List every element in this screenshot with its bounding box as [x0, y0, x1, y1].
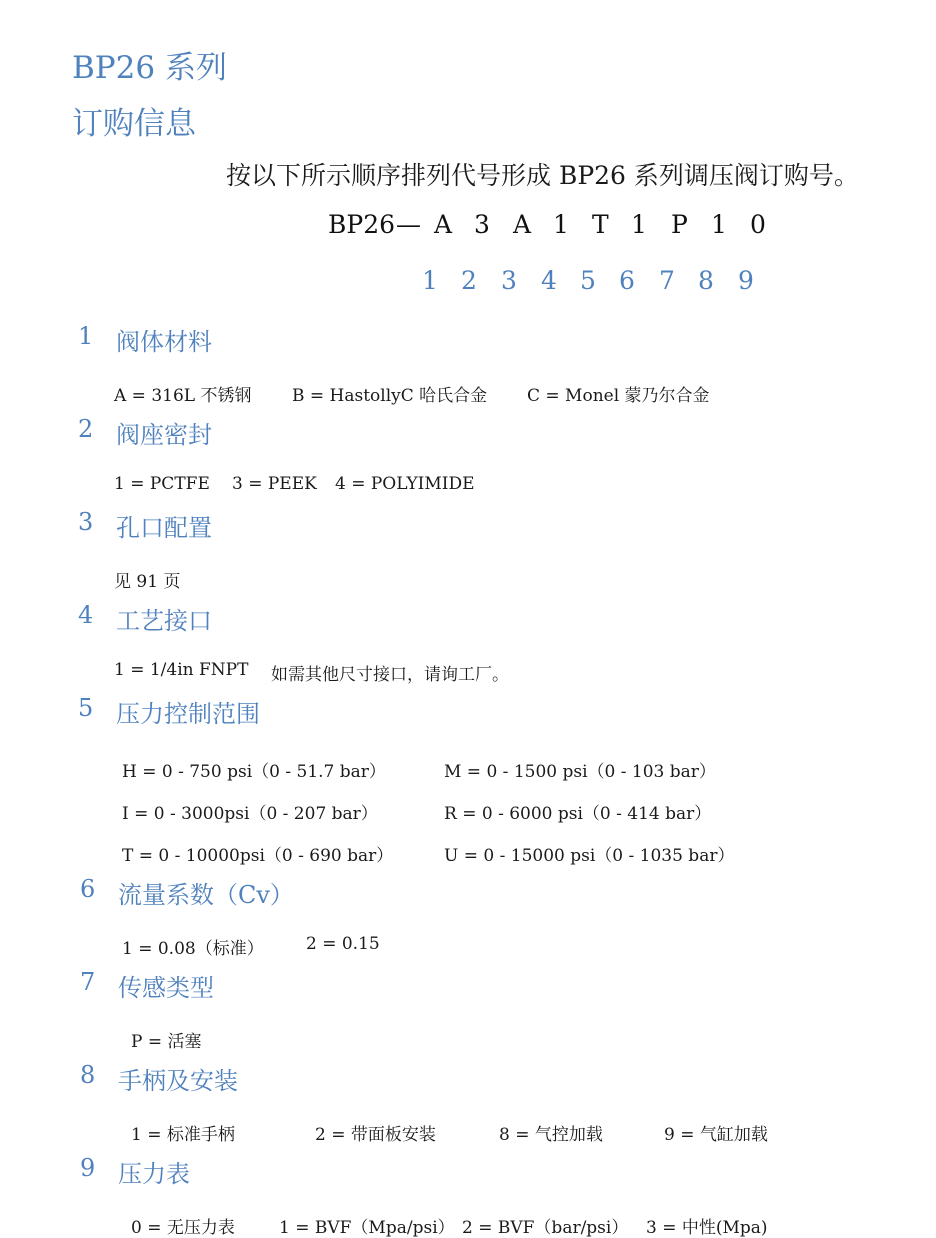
option-text: 3 = 中性(Mpa) — [646, 1218, 768, 1238]
section-title: 工艺接口 — [116, 607, 212, 635]
section-number: 2 — [78, 415, 94, 443]
code-letter-7: P — [671, 210, 688, 239]
option-text: C = Monel 蒙乃尔合金 — [527, 386, 710, 406]
section-number: 9 — [80, 1154, 96, 1182]
section-title: 阀体材料 — [116, 328, 212, 356]
option-text: 1 = 1/4in FNPT — [114, 660, 249, 680]
option-text: 1 = BVF（Mpa/psi） — [279, 1218, 455, 1238]
option-text: 2 = 带面板安装 — [315, 1125, 436, 1145]
order-info-heading: 订购信息 — [72, 106, 196, 142]
code-letter-6: 1 — [631, 210, 647, 239]
option-text: R = 0 - 6000 psi（0 - 414 bar） — [444, 804, 712, 824]
option-text: B = HastollyC 哈氏合金 — [292, 386, 488, 406]
option-text: 1 = PCTFE — [114, 474, 210, 494]
code-letter-2: 3 — [474, 210, 490, 239]
series-heading: BP26 系列 — [72, 50, 227, 86]
code-letter-5: T — [592, 210, 609, 239]
option-text: 9 = 气缸加载 — [664, 1125, 768, 1145]
code-letter-9: 0 — [750, 210, 766, 239]
option-text: M = 0 - 1500 psi（0 - 103 bar） — [444, 762, 716, 782]
option-text: 2 = BVF（bar/psi） — [462, 1218, 629, 1238]
option-text: 0 = 无压力表 — [131, 1218, 235, 1238]
section-number: 1 — [78, 322, 94, 350]
section-title: 流量系数（Cv） — [118, 881, 294, 909]
section-number: 4 — [78, 601, 94, 629]
position-number-6: 6 — [619, 266, 635, 295]
section-title: 压力控制范围 — [116, 700, 260, 728]
section-number: 7 — [80, 968, 96, 996]
option-text: P = 活塞 — [131, 1032, 202, 1052]
code-letter-4: 1 — [553, 210, 569, 239]
section-title: 孔口配置 — [116, 514, 212, 542]
section-title: 压力表 — [118, 1160, 190, 1188]
option-text: H = 0 - 750 psi（0 - 51.7 bar） — [122, 762, 386, 782]
section-number: 8 — [80, 1061, 96, 1089]
option-text: 1 = 标准手柄 — [131, 1125, 235, 1145]
option-text: 2 = 0.15 — [306, 934, 380, 954]
code-letter-8: 1 — [711, 210, 727, 239]
code-prefix: BP26 — [328, 210, 396, 239]
section-number: 5 — [78, 694, 94, 722]
position-number-9: 9 — [738, 266, 754, 295]
code-dash: — — [396, 210, 421, 239]
section-number: 6 — [80, 875, 96, 903]
position-number-4: 4 — [541, 266, 557, 295]
position-number-3: 3 — [501, 266, 517, 295]
position-number-2: 2 — [461, 266, 477, 295]
option-text: 4 = POLYIMIDE — [335, 474, 475, 494]
option-text: A = 316L 不锈钢 — [114, 386, 252, 406]
position-number-7: 7 — [659, 266, 675, 295]
position-number-1: 1 — [422, 266, 438, 295]
section-title: 传感类型 — [118, 974, 214, 1002]
code-letter-1: A — [434, 210, 453, 239]
option-text: U = 0 - 15000 psi（0 - 1035 bar） — [444, 846, 735, 866]
option-text: 8 = 气控加载 — [499, 1125, 603, 1145]
position-number-8: 8 — [698, 266, 714, 295]
section-title: 手柄及安装 — [118, 1067, 238, 1095]
section-number: 3 — [78, 508, 94, 536]
intro-paragraph: 按以下所示顺序排列代号形成 BP26 系列调压阀订购号。 — [226, 161, 859, 190]
option-text: 3 = PEEK — [232, 474, 317, 494]
option-text: 1 = 0.08（标准） — [122, 939, 264, 959]
option-text: T = 0 - 10000psi（0 - 690 bar） — [122, 846, 394, 866]
code-letter-3: A — [513, 210, 532, 239]
option-text: 见 91 页 — [114, 572, 181, 592]
option-text: 如需其他尺寸接口，请询工厂。 — [271, 665, 509, 685]
section-title: 阀座密封 — [116, 421, 212, 449]
position-number-5: 5 — [580, 266, 596, 295]
option-text: I = 0 - 3000psi（0 - 207 bar） — [122, 804, 378, 824]
